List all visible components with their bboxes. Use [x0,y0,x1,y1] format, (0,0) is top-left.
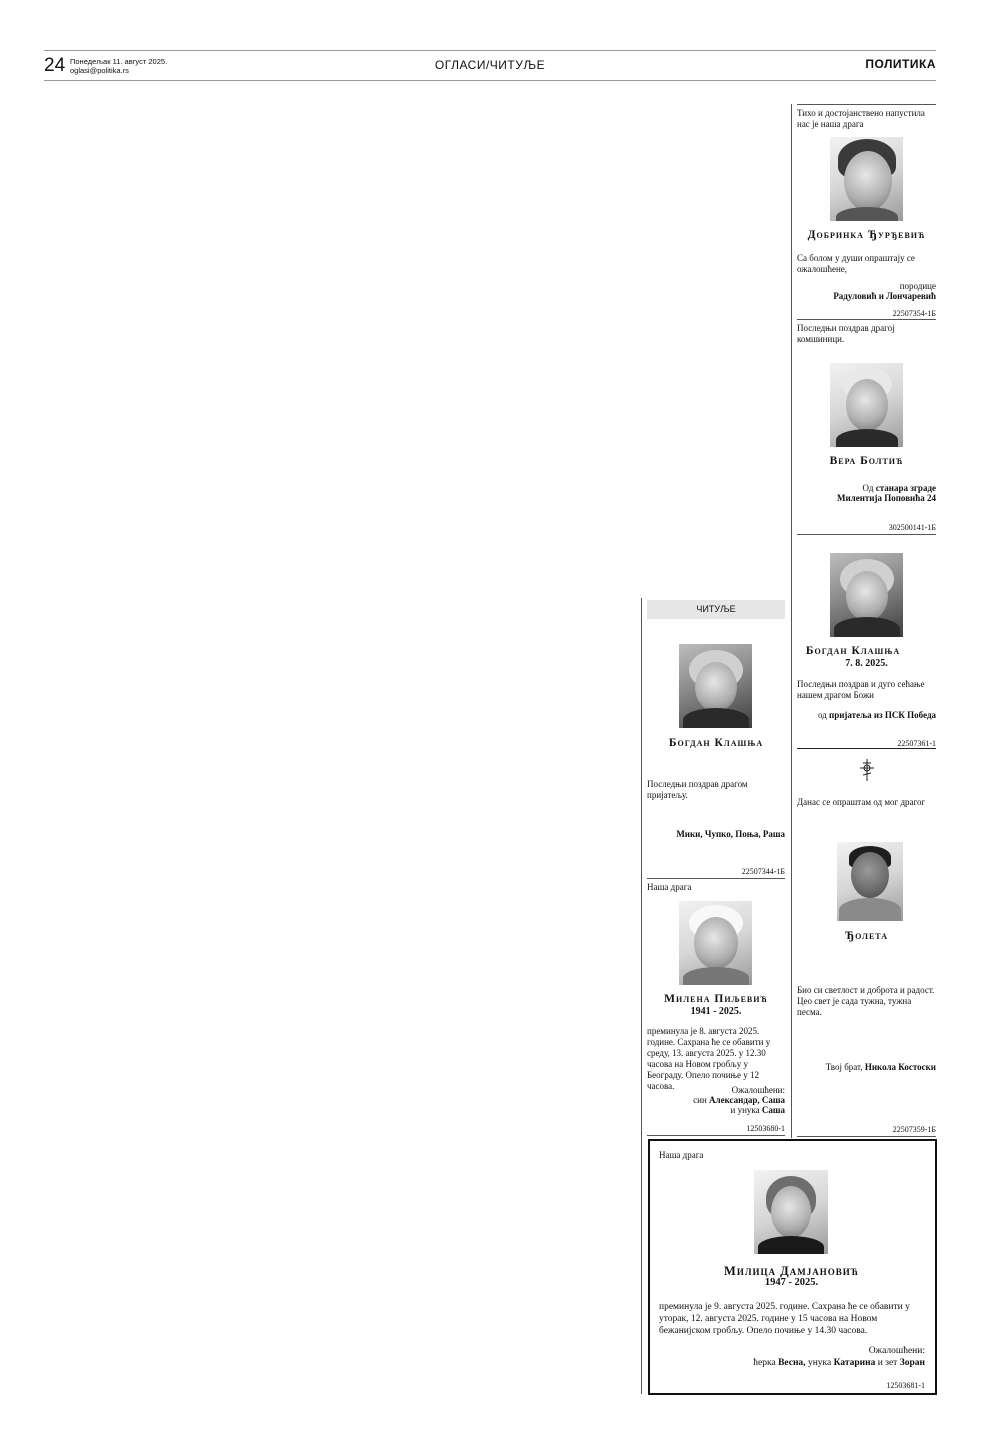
notice-intro: Наша драга [659,1150,704,1160]
header-top-rule [44,50,936,51]
column-divider-left [641,598,642,1394]
portrait-photo [679,901,752,985]
signature-names: Милентија Поповића 24 [836,493,936,503]
life-years: 1947 - 2025. [764,1277,819,1288]
notice-rule [797,1136,936,1137]
deceased-name: Богдан Клашња [668,737,764,749]
portrait-photo [679,644,752,728]
life-years: 1941 - 2025. [690,1006,742,1017]
ad-reference: 22507361-1 [897,739,936,748]
ad-reference: 12503681-1 [886,1381,925,1390]
deceased-name: Вера Болтић [829,455,904,467]
signature-line: син Александар, Саша [693,1095,785,1105]
section-label: ЧИТУЉЕ [647,600,785,619]
portrait-photo [830,553,903,637]
ad-reference: 22507354-1Б [892,309,936,318]
newspaper-logo: ПОЛИТИКА [865,57,936,71]
notice-intro: Наша драга [647,882,692,892]
notice-rule [797,534,936,535]
header-date: Понедељак 11. август 2025. [70,57,168,66]
section-title: ОГЛАСИ/ЧИТУЉЕ [434,58,546,72]
notice-rule [797,104,936,105]
portrait-photo [754,1170,828,1254]
notice-rule [647,1135,785,1136]
signature-names: Радуловић и Лончаревић [833,291,936,301]
signature-line: и унука Саша [730,1105,785,1115]
deceased-name: Добринка Ђурђевић [807,229,926,241]
header-bottom-rule [44,80,936,81]
deceased-name: Милица Дамјановић [724,1264,859,1278]
signature-line: породице [899,281,936,291]
signature-line: Од станара зграде [862,483,936,493]
ad-reference: 22507359-1Б [892,1125,936,1134]
ad-reference: 12503680-1 [746,1124,785,1133]
notice-intro: Тихо и достојанствено напустила нас је наша драга [797,108,925,129]
notice-intro: Последњи поздрав драгој комшиници. [797,323,895,344]
signature-names: Мики, Чупко, Поња, Раша [676,829,785,839]
notice-intro: Данас се опраштам од мог драгог [797,797,926,807]
notice-text: преминула је 8. августа 2025. године. Сахрана ће се обавити у среду, 13. августа 2025. у 12.30 часова на Новом гробљу у Београду. Опело почиње у 12 часова. [647,1026,771,1091]
notice-text: Био си светлост и доброта и радост. Цео свет је сада тужна, тужна песма. [797,985,935,1017]
portrait-photo [830,137,903,221]
notice-rule [797,319,936,320]
deceased-name: Богдан Клашња [805,645,901,657]
notice-text: Последњи поздрав драгом пријатељу. [647,779,748,800]
notice-text: Последњи поздрав и дуго сећање нашем драгом Божи [797,679,925,700]
notice-text: Са болом у души опраштају се ожалошћене, [797,253,915,274]
deceased-name: Милена Пиљевић [664,993,768,1005]
notice-rule [797,748,936,749]
orthodox-cross-icon [857,758,877,782]
notice-text: преминула је 9. августа 2025. године. Сахрана ће се обавити у уторак, 12. августа 2025. године у 15 часова на Новом бежанијском гробљу. Опело почиње у 14.30 часова. [659,1302,910,1336]
portrait-photo [837,842,903,921]
deceased-name: Ђолета [844,930,889,942]
ad-reference: 302500141-1Б [888,523,936,532]
notice-rule [647,878,785,879]
signature-line: од пријатеља из ПСК Победа [817,710,936,720]
signature-line: ћерка Весна, унука Катарина и зет Зоран [753,1358,925,1368]
signature-title: Ожалошћени: [868,1346,925,1356]
ad-reference: 22507344-1Б [741,867,785,876]
death-date: 7. 8. 2025. [845,658,888,669]
portrait-photo [830,363,903,447]
column-divider-right [791,104,792,1138]
header-email[interactable]: oglasi@politika.rs [70,66,129,75]
signature-line: Твој брат, Никола Костоски [825,1062,936,1072]
page-number: 24 [44,55,66,76]
signature-title: Ожалошћени: [731,1085,785,1095]
